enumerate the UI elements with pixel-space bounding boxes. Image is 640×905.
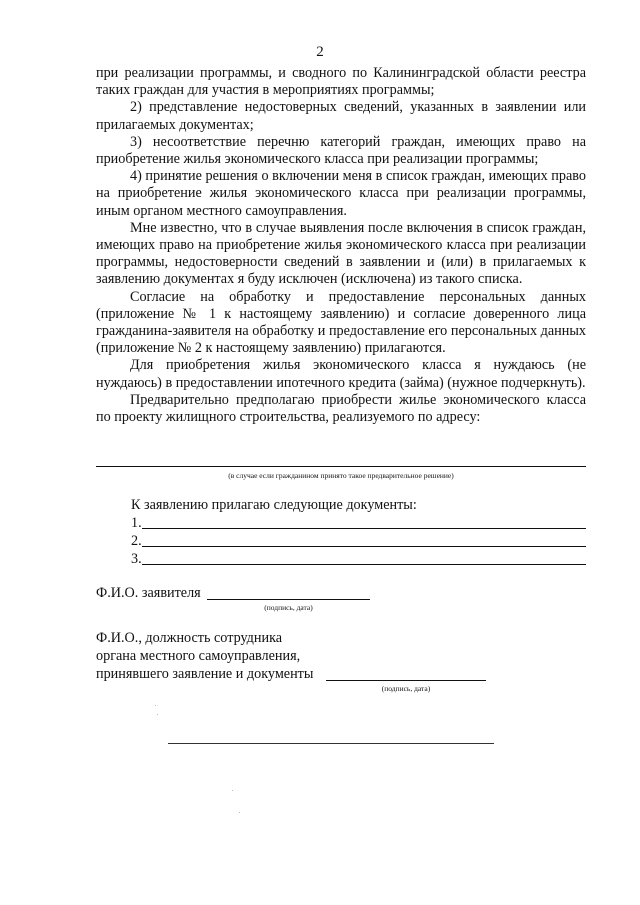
applicant-signature-line [207, 599, 370, 600]
address-blank-line [96, 466, 586, 467]
paragraph-3: 3) несоответствие перечню категорий граждан, имеющих право на приобретение жилья экономического класса при реализации программы; [96, 133, 586, 168]
applicant-signature-note: (подпись, дата) [264, 603, 313, 612]
closing-divider [168, 743, 494, 744]
official-signature-line [326, 680, 486, 681]
document-number: 2. [131, 533, 142, 549]
official-label-line-3: принявшего заявление и документы [96, 666, 314, 682]
scan-speck [157, 714, 158, 715]
document-blank-line [142, 546, 586, 547]
official-signature-note: (подпись, дата) [381, 684, 431, 693]
applicant-name-label: Ф.И.О. заявителя [96, 585, 201, 601]
official-label-line-1: Ф.И.О., должность сотрудника [96, 630, 283, 646]
document-blank-line [142, 564, 586, 565]
address-note: (в случае если гражданином принято такое предварительное решение) [228, 471, 454, 480]
paragraph-4: 4) принятие решения о включении меня в список граждан, имеющих право на приобретение жилья экономического класса при реализации программы, иным органом местного самоуправления. [96, 168, 586, 219]
document-blank-line [142, 528, 586, 529]
document-row-3 [131, 550, 586, 568]
paragraph-6: Согласие на обработку и предоставление персональных данных (приложение № 1 к настоящему заявлению) и согласие доверенного лица гражданина-заявителя на обработку и предоставление его персональных данных (приложение № 2 к настоящему заявлению) прилагаются. [96, 288, 586, 357]
paragraph-7: Для приобретения жилья экономического класса я нуждаюсь (не нуждаюсь) в предоставлении ипотечного кредита (займа) (нужное подчеркнуть). [96, 357, 586, 391]
scan-speck [232, 790, 233, 791]
scan-speck [239, 812, 240, 813]
document-number: 1. [131, 515, 142, 531]
scan-speck [155, 705, 156, 706]
paragraph-1: при реализации программы, и сводного по Калининградской области реестра таких граждан для участия в мероприятиях программы; [96, 65, 586, 99]
documents-intro: К заявлению прилагаю следующие документы: [131, 497, 417, 513]
official-label [96, 629, 313, 683]
paragraph-5: Мне известно, что в случае выявления после включения в список граждан, имеющих право на приобретение жилья экономического класса при реализации программы, недостоверности сведений в заявлении и (или) в прилагаемых к заявлению документах я буду исключен (исключена) из такого списка. [96, 219, 586, 288]
document-number: 3. [131, 551, 142, 567]
document-row-2 [131, 532, 586, 550]
page-number: 2 [316, 44, 324, 60]
body-text [96, 65, 586, 426]
document-row-1 [131, 514, 586, 532]
paragraph-2: 2) представление недостоверных сведений, указанных в заявлении или прилагаемых документах; [96, 99, 586, 133]
paragraph-8: Предварительно предполагаю приобрести жилье экономического класса по проекту жилищного строительства, реализуемого по адресу: [96, 391, 586, 426]
official-label-line-2: органа местного самоуправления, [96, 648, 301, 664]
